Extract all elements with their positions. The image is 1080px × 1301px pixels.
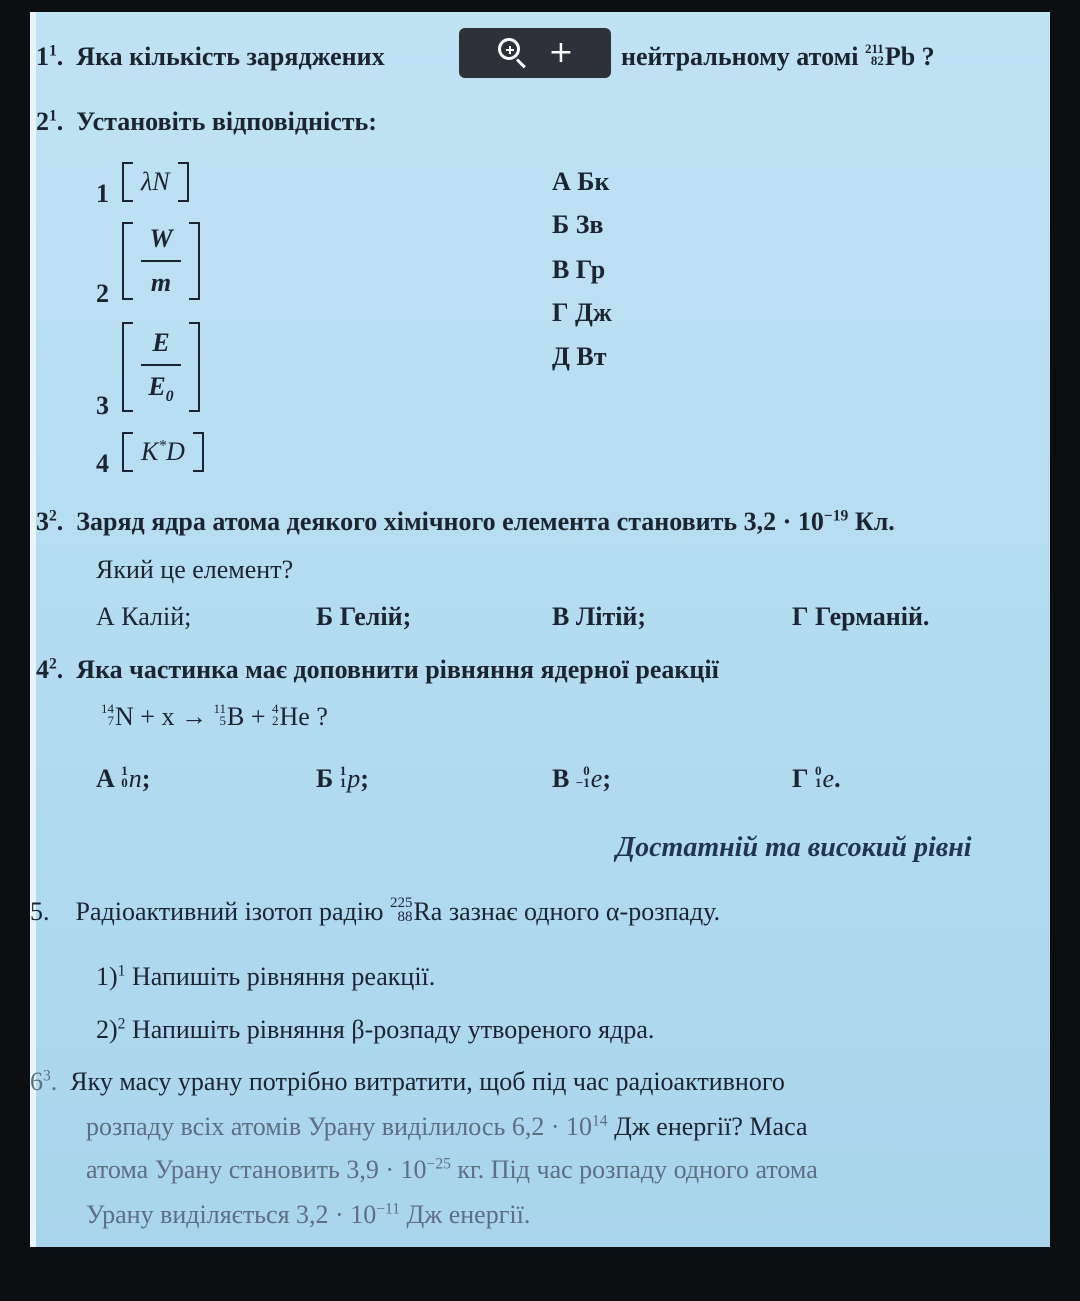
- add-icon[interactable]: +: [548, 35, 574, 70]
- question-text: Яка частинка має доповнити рівняння ядерної реакції: [76, 655, 719, 684]
- nuclide-pb: 211 82: [865, 40, 884, 69]
- question-5: 5. Радіоактивний ізотоп радію 225 88 Ra зазнає одного α-розпаду.: [30, 894, 721, 926]
- question-6: $6^3$. Яку масу урану потрібно витратити, щоб під час радіоактивного: [30, 1067, 785, 1096]
- match-left-4: 4 K*D: [96, 432, 204, 479]
- match-left-3: 3 $\frac{E}{E_0}$: [96, 322, 200, 421]
- question-text: Радіоактивний ізотоп радію: [75, 897, 390, 926]
- answer-option-v: В Літій;: [552, 602, 647, 631]
- nuclear-reaction-equation: 14 7 N + x → 11 5 B + 4 2 He ?: [101, 700, 328, 731]
- answer-option-g: Г Германій.: [792, 602, 930, 631]
- answer-option-g: Г 0 1 e.: [792, 762, 841, 793]
- question-text: Заряд ядра атома деякого хімічного елемента становить 3,2 · 10: [76, 507, 824, 536]
- answer-option-b: Б 1 1 p;: [316, 762, 369, 793]
- image-zoom-toolbar: [459, 28, 611, 78]
- match-right-v: В Гр: [552, 255, 606, 284]
- question-2: $2^1$. Установіть відповідність:: [36, 107, 377, 136]
- answer-option-v: В 0 −1 e;: [552, 762, 611, 793]
- question-text: Яку масу урану потрібно витратити, щоб під час радіоактивного: [70, 1067, 785, 1096]
- zoom-in-icon[interactable]: [496, 36, 530, 70]
- question-5-item-2: 2)$^2$ Напишіть рівняння β-розпаду утвореного ядра.: [96, 1015, 655, 1044]
- question-number: 1: [36, 42, 49, 71]
- question-6-line-2: розпаду всіх атомів Урану виділилось $6,2 \cdot 10^{14}$ Дж енергії? Маса: [86, 1112, 808, 1141]
- answer-option-a: А Калій;: [96, 602, 192, 631]
- match-right-g: Г Дж: [552, 298, 612, 327]
- match-right-b: Б Зв: [552, 210, 604, 239]
- question-3: $3^2$. Заряд ядра атома деякого хімічного елемента становить $3,2 \cdot 10^{-19}$ Кл.: [36, 507, 895, 536]
- worksheet-page: [30, 12, 1050, 1247]
- question-1-end: нейтральному атомі 211 82 Pb ?: [621, 40, 935, 71]
- question-5-item-1: 1)$^1$ Напишіть рівняння реакції.: [96, 962, 436, 991]
- question-text: Яка кількість заряджених: [76, 42, 385, 71]
- nuclide-ra: 225 88: [389, 894, 413, 926]
- question-6-line-3: атома Урану становить $3,9 \cdot 10^{-25}$ кг. Під час розпаду одного атома: [86, 1155, 818, 1184]
- question-text: Установіть відповідність:: [76, 107, 377, 136]
- section-heading: Достатній та високий рівні: [616, 832, 972, 863]
- match-left-2: 2 $\frac{W}{m}$: [96, 222, 200, 309]
- question-4: $4^2$. Яка частинка має доповнити рівняння ядерної реакції: [36, 655, 719, 684]
- question-6-line-4: Урану виділяється $3,2 \cdot 10^{-11}$ Дж енергії.: [86, 1200, 531, 1229]
- match-right-a: А Бк: [552, 167, 610, 196]
- match-right-d: Д Вт: [552, 342, 607, 371]
- answer-option-b: Б Гелій;: [316, 602, 412, 631]
- answer-option-a: А 1 0 n;: [96, 762, 151, 793]
- match-left-1: 1 λN: [96, 162, 189, 209]
- question-3-line-2: Який це елемент?: [96, 555, 294, 584]
- question-1: $1^1$. Яка кількість заряджених: [36, 42, 385, 71]
